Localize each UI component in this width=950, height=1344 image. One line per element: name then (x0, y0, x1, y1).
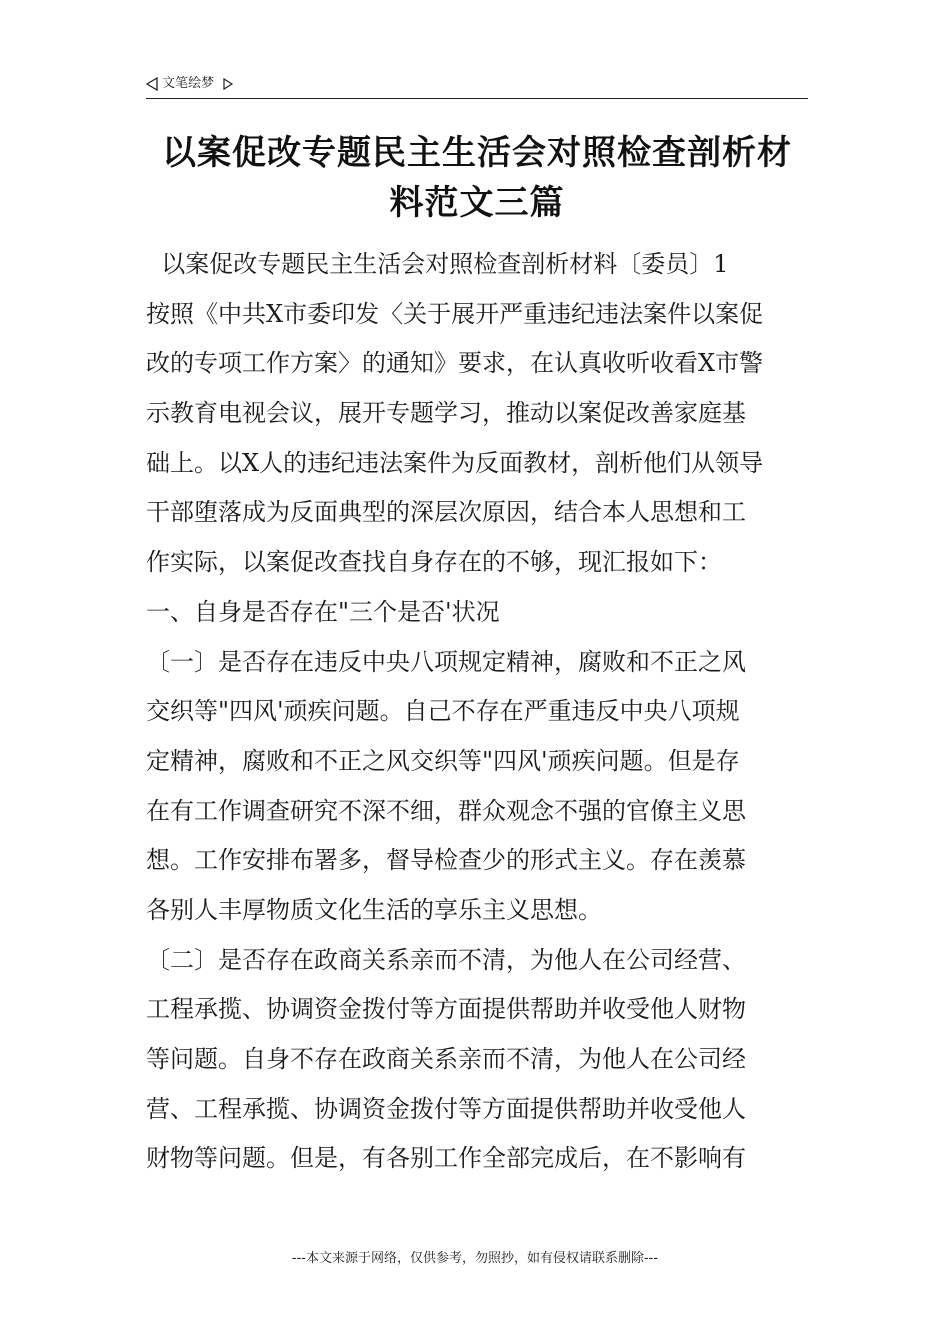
title-line-2: 料范文三篇 (389, 183, 565, 223)
body-line: 改的专项工作方案〉的通知》要求，在认真收听收看X市警 (146, 349, 764, 378)
body-line: 按照《中共X市委印发〈关于展开严重违纪违法案件以案促 (146, 299, 764, 328)
title-line-1: 以案促改专题民主生活会对照检查剖析材 (162, 133, 792, 173)
body-line: 财物等问题。但是，有各别工作全部完成后，在不影响有 (146, 1144, 746, 1173)
body-line: 营、工程承揽、协调资金拨付等方面提供帮助并收受他人 (146, 1094, 746, 1123)
section-heading: 一、自身是否存在"三个是否'状况 (146, 597, 500, 626)
body-line: 示教育电视会议，展开专题学习，推动以案促改善家庭基 (146, 399, 746, 428)
body-line: 〔一〕是否存在违反中央八项规定精神，腐败和不正之风 (146, 647, 746, 676)
document-title (146, 128, 808, 228)
body-line: 〔二〕是否存在政商关系亲而不清，为他人在公司经营、 (146, 945, 746, 974)
body-line: 础上。以X人的违纪违法案件为反面教材，剖析他们从领导 (146, 448, 764, 477)
body-line: 交织等"四风'顽疾问题。自己不存在严重违反中央八项规 (146, 697, 740, 726)
body-line: 工程承揽、协调资金拨付等方面提供帮助并收受他人财物 (146, 995, 746, 1024)
brand-text: 文笔绘梦 (162, 76, 215, 91)
body-line: 各别人丰厚物质文化生活的享乐主义思想。 (146, 895, 602, 924)
header-brand (146, 74, 234, 94)
triangle-right-icon (222, 77, 234, 91)
body-line: 在有工作调查研究不深不细，群众观念不强的官僚主义思 (146, 796, 746, 825)
body-line: 定精神，腐败和不正之风交织等"四风'顽疾问题。但是存 (146, 746, 740, 775)
document-body (146, 240, 808, 1184)
body-line: 以案促改专题民主生活会对照检查剖析材料〔委员〕1 (146, 250, 729, 278)
triangle-left-icon (146, 77, 158, 91)
body-line: 干部堕落成为反面典型的深层次原因，结合本人思想和工 (146, 498, 746, 527)
footer-disclaimer: ---本文来源于网络，仅供参考，勿照抄，如有侵权请联系删除--- (291, 1251, 659, 1266)
body-line: 想。工作安排布署多，督导检查少的形式主义。存在羡慕 (146, 846, 746, 875)
page-header (146, 74, 808, 99)
body-line: 等问题。自身不存在政商关系亲而不清，为他人在公司经 (146, 1045, 746, 1073)
body-line: 作实际，以案促改查找自身存在的不够，现汇报如下： (146, 548, 722, 577)
